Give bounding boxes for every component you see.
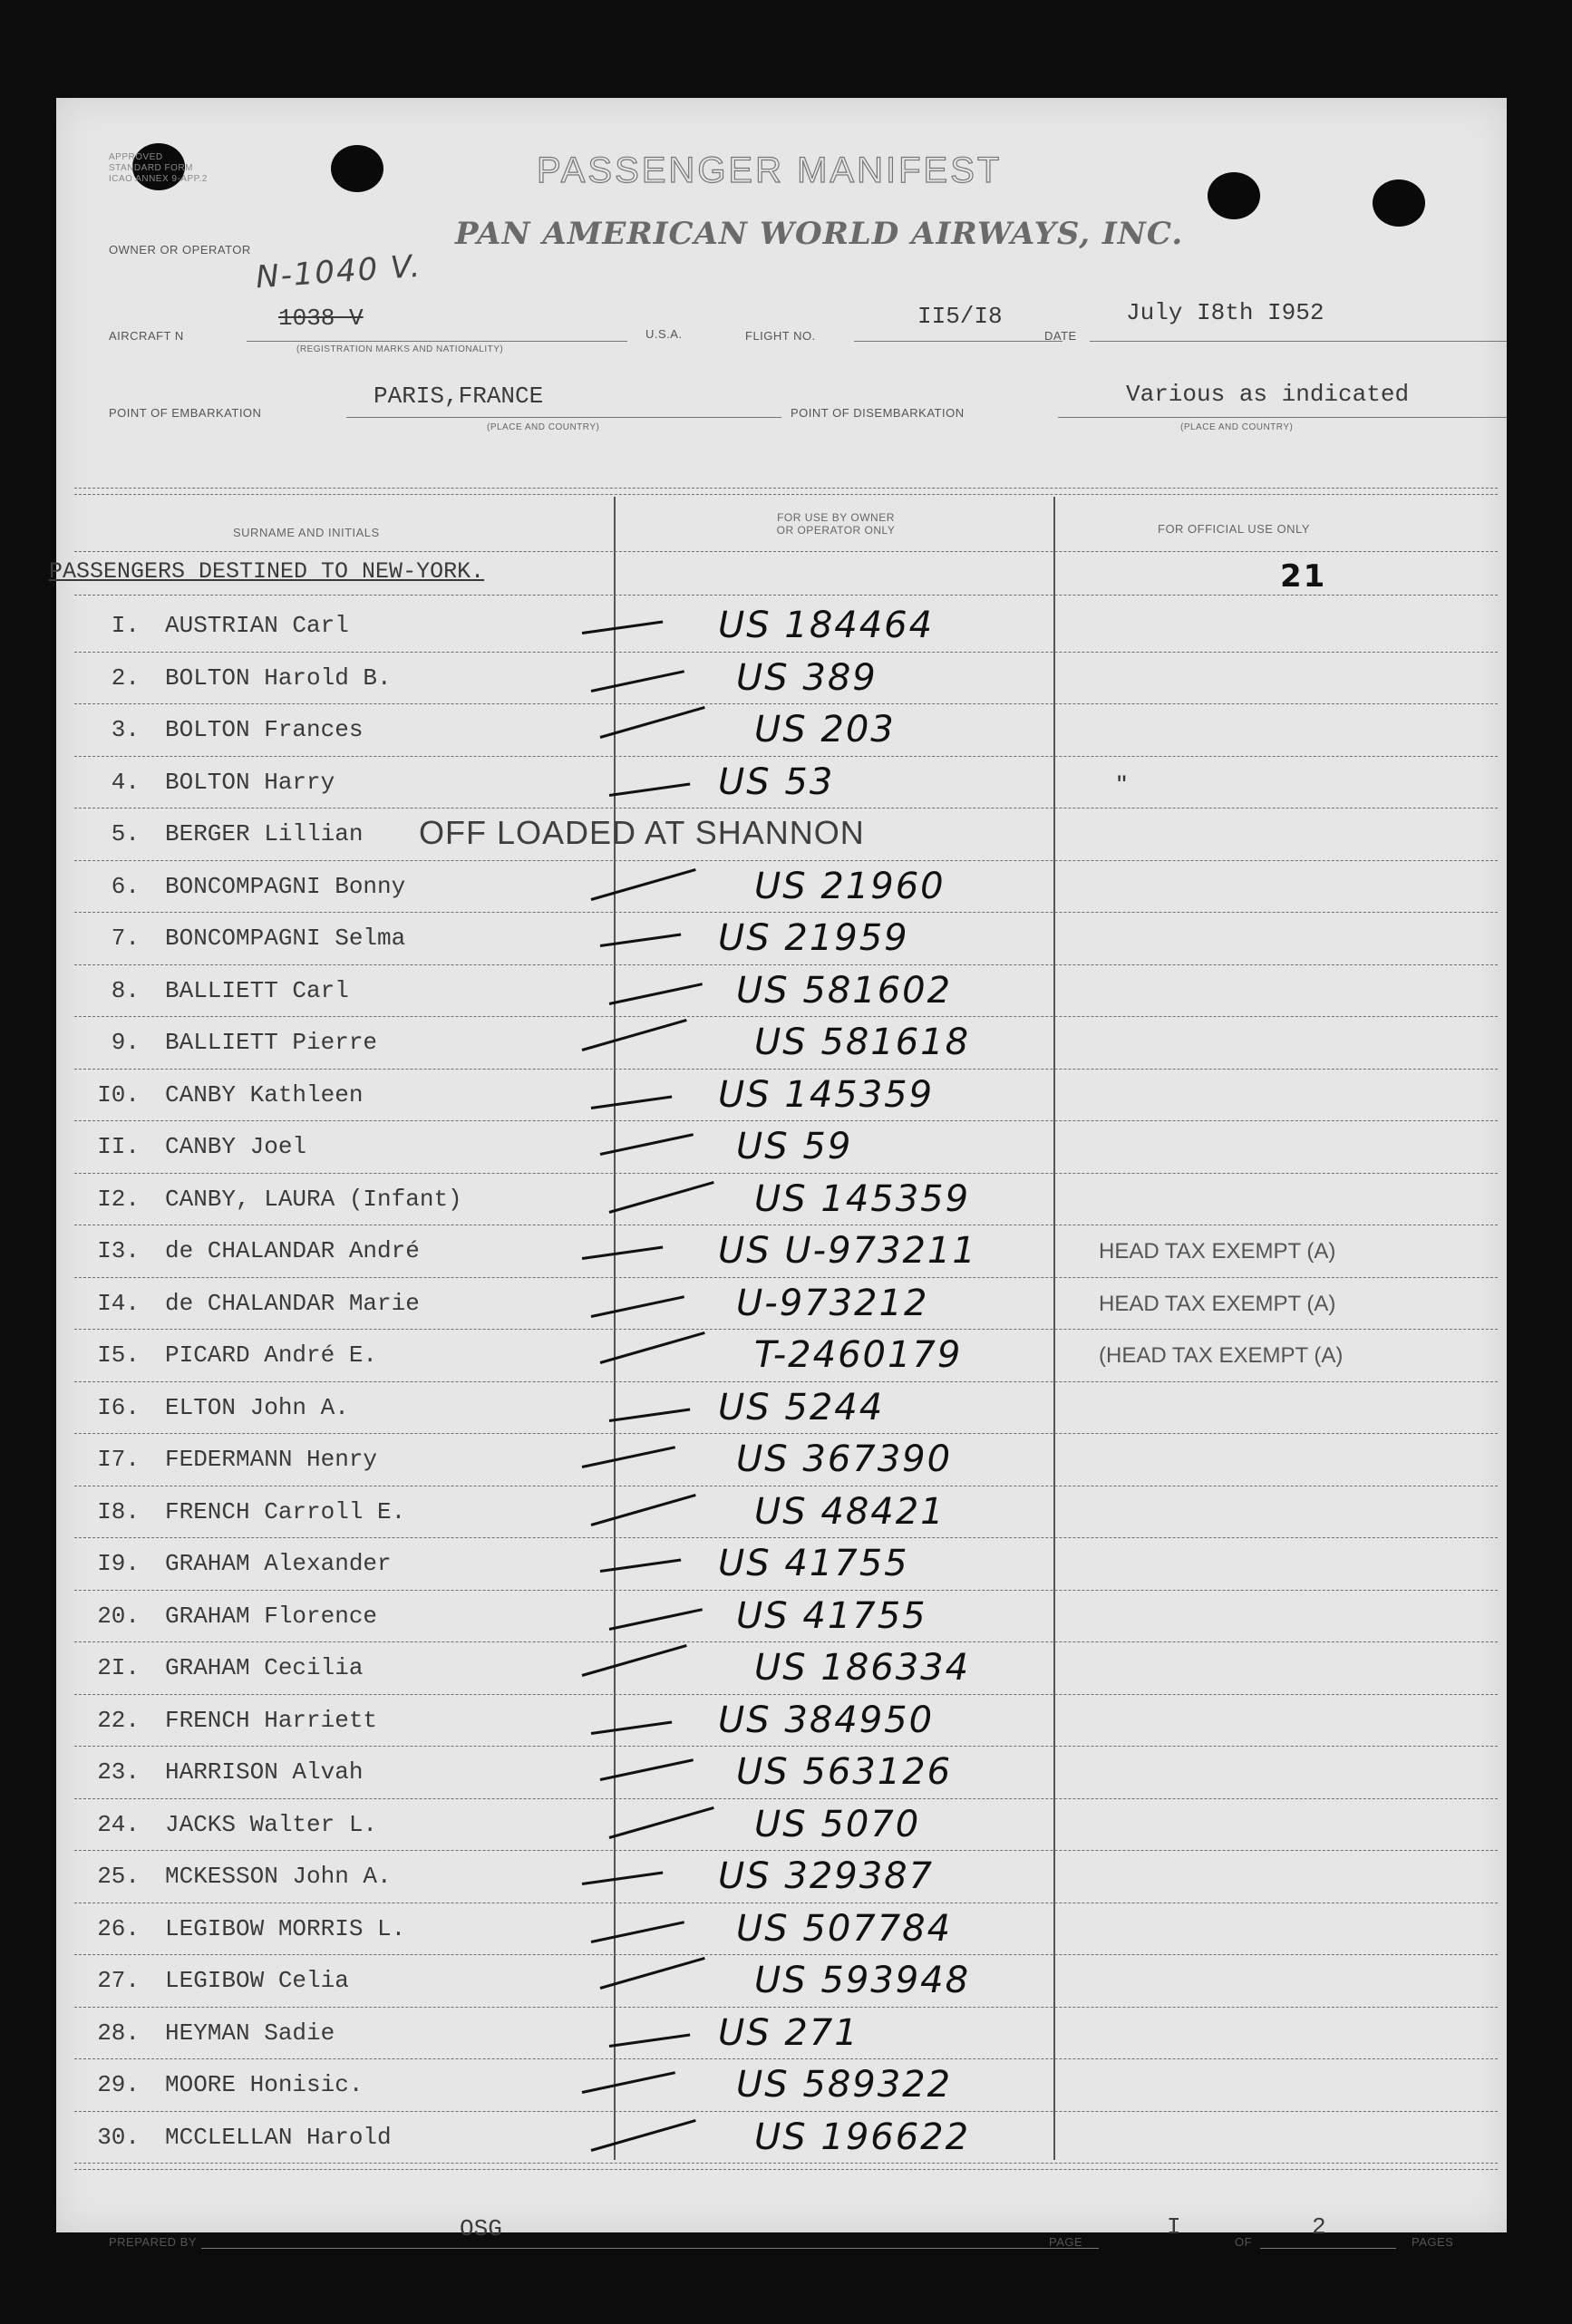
- passenger-name: BERGER Lillian: [165, 820, 364, 847]
- passport-number: US 581602: [736, 969, 953, 1012]
- check-stroke: [591, 1720, 673, 1734]
- passport-number: US 48421: [754, 1490, 946, 1533]
- prepared-line: [201, 2248, 1099, 2249]
- row-rule: [74, 756, 1498, 757]
- embark-label: POINT OF EMBARKATION: [109, 406, 262, 420]
- row-rule: [74, 1433, 1498, 1434]
- passenger-row: [56, 1904, 1507, 1957]
- passenger-number: 5.: [111, 820, 140, 847]
- passenger-number: 26.: [97, 1914, 140, 1942]
- passenger-row: [56, 1331, 1507, 1383]
- check-stroke: [609, 1180, 714, 1213]
- passport-number: US 53: [718, 760, 835, 803]
- passenger-name: BOLTON Frances: [165, 716, 364, 743]
- passenger-name: de CHALANDAR André: [165, 1237, 420, 1264]
- passenger-name: ELTON John A.: [165, 1393, 349, 1421]
- check-stroke: [609, 1806, 714, 1838]
- column-header-owner: FOR USE BY OWNER OR OPERATOR ONLY: [776, 511, 896, 537]
- passenger-name: AUSTRIAN Carl: [165, 612, 349, 639]
- passenger-name: CANBY Kathleen: [165, 1080, 364, 1109]
- passport-number: US 593948: [754, 1960, 971, 2001]
- passenger-row: [56, 1487, 1507, 1540]
- check-stroke: [609, 1608, 703, 1631]
- passenger-row: [56, 1175, 1507, 1227]
- passenger-number: 20.: [97, 1602, 140, 1630]
- row-rule: [74, 2111, 1498, 2112]
- passenger-row: [56, 1643, 1507, 1696]
- passenger-row: [56, 2060, 1507, 2113]
- passenger-number: 30.: [97, 2123, 140, 2151]
- passenger-number: 6.: [111, 872, 140, 900]
- page-value: I: [1167, 2213, 1181, 2241]
- passenger-number: 28.: [97, 2019, 140, 2047]
- row-rule: [74, 703, 1498, 704]
- passenger-name: MCCLELLAN Harold: [165, 2123, 392, 2151]
- passenger-name: BALLIETT Pierre: [165, 1029, 378, 1056]
- page-label: PAGE: [1049, 2235, 1083, 2249]
- aircraft-handwritten: N-1040 V.: [254, 247, 423, 296]
- row-rule: [74, 1537, 1498, 1538]
- passenger-row: [56, 1122, 1507, 1175]
- passenger-number: I7.: [97, 1446, 140, 1473]
- passport-number: U-973212: [736, 1282, 929, 1324]
- passenger-row: [56, 705, 1507, 758]
- row-rule: [74, 1694, 1498, 1695]
- passenger-number: I3.: [97, 1237, 140, 1264]
- passport-number: US U-973211: [718, 1230, 977, 1272]
- passport-number: US 563126: [736, 1751, 953, 1793]
- passport-number: US 5070: [754, 1803, 921, 1845]
- passport-number: US 186334: [754, 1647, 971, 1689]
- passenger-row: [56, 2113, 1507, 2165]
- passport-number: US 41755: [736, 1594, 927, 1637]
- check-stroke: [591, 1921, 684, 1943]
- passenger-number: I4.: [97, 1289, 140, 1317]
- passport-number: US 329387: [718, 1855, 935, 1897]
- row-rule: [74, 808, 1498, 809]
- passenger-row: [56, 1696, 1507, 1748]
- passport-number: US 203: [754, 709, 896, 750]
- row-rule: [74, 1173, 1498, 1174]
- passport-number: US 384950: [718, 1699, 935, 1741]
- check-stroke: [609, 1408, 691, 1421]
- passenger-name: CANBY, LAURA (Infant): [165, 1185, 462, 1213]
- check-stroke: [600, 933, 682, 946]
- disembark-caption: (PLACE AND COUNTRY): [1180, 422, 1294, 432]
- passenger-number: I6.: [97, 1393, 140, 1421]
- passenger-number: 2.: [111, 663, 140, 692]
- check-stroke: [591, 1095, 673, 1109]
- passport-number: US 367390: [736, 1438, 953, 1480]
- row-rule: [74, 912, 1498, 913]
- prepared-value: OSG: [460, 2215, 502, 2242]
- check-stroke: [582, 1871, 664, 1884]
- column-header-official: FOR OFFICIAL USE ONLY: [1158, 522, 1310, 536]
- embark-line: [346, 417, 781, 418]
- passport-number: US 41755: [718, 1543, 909, 1584]
- check-stroke: [600, 1558, 682, 1572]
- embark-value: PARIS,FRANCE: [374, 382, 544, 410]
- passenger-row: [56, 1070, 1507, 1123]
- check-stroke: [582, 1245, 664, 1259]
- punch-hole-right-1: [1208, 172, 1260, 219]
- passenger-row: [56, 862, 1507, 915]
- row-rule: [74, 964, 1498, 965]
- row-rule: [74, 1329, 1498, 1330]
- section-rule: [74, 595, 1498, 596]
- passenger-name: GRAHAM Alexander: [165, 1550, 392, 1577]
- check-stroke: [582, 1644, 687, 1677]
- passenger-number: I8.: [97, 1497, 140, 1525]
- aircraft-typed: 1038 V: [278, 305, 364, 332]
- passenger-row: [56, 1748, 1507, 1800]
- row-rule: [74, 2058, 1498, 2059]
- passenger-row: [56, 1383, 1507, 1436]
- passenger-row: [56, 1592, 1507, 1644]
- pages-label: PAGES: [1412, 2235, 1454, 2249]
- check-stroke: [600, 1758, 694, 1781]
- passport-number: US 145359: [754, 1177, 971, 1220]
- check-stroke: [609, 983, 703, 1005]
- passenger-number: I9.: [97, 1550, 140, 1577]
- embark-caption: (PLACE AND COUNTRY): [487, 422, 600, 432]
- row-rule: [74, 1641, 1498, 1642]
- row-rule: [74, 2163, 1498, 2164]
- passenger-row: [56, 1539, 1507, 1592]
- check-stroke: [582, 2071, 675, 2094]
- disembark-value: Various as indicated: [1126, 381, 1410, 408]
- of-label: OF: [1235, 2235, 1253, 2249]
- check-stroke: [591, 2118, 696, 2151]
- passenger-name: GRAHAM Florence: [165, 1602, 378, 1630]
- registration-caption: (REGISTRATION MARKS AND NATIONALITY): [296, 344, 504, 354]
- passenger-name: BOLTON Harry: [165, 768, 335, 796]
- passenger-number: I5.: [97, 1341, 140, 1369]
- row-rule: [74, 652, 1498, 653]
- passport-number: US 196622: [754, 2116, 971, 2158]
- passport-number: US 21960: [754, 865, 946, 907]
- passenger-name: PICARD André E.: [165, 1341, 378, 1369]
- passenger-name: FRENCH Carroll E.: [165, 1497, 406, 1525]
- row-rule: [74, 1277, 1498, 1278]
- passenger-row: [56, 1279, 1507, 1331]
- check-stroke: [582, 620, 664, 634]
- passport-number: US 5244: [718, 1386, 885, 1428]
- official-note: (HEAD TAX EXEMPT (A): [1099, 1343, 1344, 1368]
- passenger-name: MOORE Honisic.: [165, 2071, 364, 2098]
- aircraft-line: [247, 341, 627, 342]
- passenger-number: 24.: [97, 1810, 140, 1838]
- check-stroke: [600, 1331, 705, 1364]
- aircraft-label: AIRCRAFT N: [109, 329, 184, 343]
- passenger-number: 25.: [97, 1863, 140, 1890]
- table-top-rule-2: [74, 494, 1498, 495]
- passenger-row: [56, 1956, 1507, 2009]
- owner-label: OWNER OR OPERATOR: [109, 243, 251, 257]
- disembark-label: POINT OF DISEMBARKATION: [791, 406, 965, 420]
- passenger-name: BONCOMPAGNI Selma: [165, 925, 406, 952]
- row-rule: [74, 1120, 1498, 1121]
- row-rule: [74, 1850, 1498, 1851]
- check-stroke: [591, 1493, 696, 1525]
- row-rule: [74, 2007, 1498, 2008]
- official-note: ": [1117, 770, 1127, 800]
- punch-hole-left-2: [331, 145, 383, 192]
- passenger-name: LEGIBOW MORRIS L.: [165, 1914, 406, 1942]
- passenger-number: I0.: [97, 1080, 140, 1109]
- passport-number: US 507784: [736, 1907, 953, 1950]
- passenger-number: 8.: [111, 976, 140, 1004]
- passenger-row: [56, 601, 1507, 654]
- passport-number: US 271: [718, 2011, 859, 2054]
- flight-date: July I8th I952: [1126, 299, 1325, 326]
- passenger-row: [56, 1435, 1507, 1487]
- flight-label: FLIGHT NO.: [745, 329, 816, 343]
- passenger-name: BOLTON Harold B.: [165, 663, 392, 692]
- passenger-row: [56, 758, 1507, 810]
- passport-number: US 145359: [718, 1073, 935, 1116]
- of-value: 2: [1312, 2213, 1326, 2241]
- passenger-number: I2.: [97, 1185, 140, 1213]
- row-rule: [74, 1069, 1498, 1070]
- passenger-number: 2I.: [97, 1654, 140, 1681]
- passenger-name: HEYMAN Sadie: [165, 2019, 335, 2047]
- passenger-name: BALLIETT Carl: [165, 976, 349, 1004]
- official-note: HEAD TAX EXEMPT (A): [1099, 1291, 1336, 1316]
- passenger-number: I.: [111, 612, 140, 639]
- passenger-name: de CHALANDAR Marie: [165, 1289, 420, 1317]
- passenger-row: [56, 1852, 1507, 1904]
- passenger-name: FEDERMANN Henry: [165, 1446, 378, 1473]
- passenger-name: MCKESSON John A.: [165, 1863, 392, 1890]
- passport-number: US 59: [736, 1126, 853, 1167]
- passport-number: US 184464: [718, 605, 935, 646]
- check-stroke: [591, 867, 696, 900]
- passenger-row: [56, 2009, 1507, 2061]
- row-rule: [74, 1590, 1498, 1591]
- passenger-name: JACKS Walter L.: [165, 1810, 378, 1838]
- row-rule: [74, 1954, 1498, 1955]
- passenger-row: [56, 654, 1507, 706]
- row-rule: [74, 1746, 1498, 1747]
- row-rule: [74, 1798, 1498, 1799]
- check-stroke: [591, 670, 684, 692]
- passport-number: US 589322: [736, 2064, 953, 2106]
- check-stroke: [582, 1446, 675, 1468]
- prepared-label: PREPARED BY: [109, 2235, 198, 2249]
- flight-number: II5/I8: [917, 303, 1003, 330]
- passenger-number: 4.: [111, 768, 140, 796]
- header-bottom-rule: [74, 551, 1498, 552]
- date-label: DATE: [1044, 329, 1077, 343]
- official-count: 21: [1280, 558, 1327, 595]
- row-rule: [74, 1381, 1498, 1382]
- date-line: [1090, 341, 1507, 342]
- passport-number: T-2460179: [754, 1334, 963, 1376]
- flight-line: [854, 341, 1063, 342]
- passenger-name: GRAHAM Cecilia: [165, 1654, 364, 1681]
- passenger-number: 23.: [97, 1758, 140, 1786]
- offload-stamp: OFF LOADED AT SHANNON: [419, 814, 865, 851]
- check-stroke: [600, 1957, 705, 1990]
- passenger-name: LEGIBOW Celia: [165, 1967, 349, 1994]
- passenger-number: 27.: [97, 1967, 140, 1994]
- usa-label: U.S.A.: [645, 327, 683, 341]
- check-stroke: [600, 1133, 694, 1156]
- passenger-row: [56, 966, 1507, 1019]
- passenger-name: BONCOMPAGNI Bonny: [165, 872, 406, 900]
- passenger-number: 7.: [111, 925, 140, 952]
- footer-rule: [74, 2169, 1498, 2170]
- form-title: PASSENGER MANIFEST: [537, 150, 1003, 190]
- airline-name: PAN AMERICAN WORLD AIRWAYS, INC.: [455, 216, 1184, 252]
- passenger-name: CANBY Joel: [165, 1133, 307, 1160]
- passenger-number: 22.: [97, 1706, 140, 1734]
- check-stroke: [600, 706, 705, 739]
- passenger-name: FRENCH Harriett: [165, 1706, 378, 1734]
- passenger-row: [56, 914, 1507, 966]
- passport-number: US 581618: [754, 1022, 971, 1063]
- passenger-row: [56, 1226, 1507, 1279]
- check-stroke: [609, 782, 691, 796]
- approval-stamp: APPROVED STANDARD FORM ICAO ANNEX 9-APP.2: [109, 152, 208, 184]
- passenger-number: 9.: [111, 1029, 140, 1056]
- passport-number: US 389: [736, 656, 878, 699]
- passenger-row: [56, 1800, 1507, 1853]
- check-stroke: [591, 1295, 684, 1318]
- passenger-number: 29.: [97, 2071, 140, 2098]
- table-top-rule-1: [74, 488, 1498, 489]
- official-note: HEAD TAX EXEMPT (A): [1099, 1239, 1336, 1264]
- section-heading: PASSENGERS DESTINED TO NEW-YORK.: [49, 558, 485, 585]
- check-stroke: [582, 1019, 687, 1051]
- check-stroke: [609, 2033, 691, 2047]
- passenger-number: II.: [97, 1133, 140, 1160]
- of-line: [1260, 2248, 1396, 2249]
- passport-number: US 21959: [718, 917, 909, 959]
- passenger-name: HARRISON Alvah: [165, 1758, 364, 1786]
- row-rule: [74, 1016, 1498, 1017]
- passenger-row: [56, 1018, 1507, 1070]
- row-rule: [74, 860, 1498, 861]
- passenger-number: 3.: [111, 716, 140, 743]
- punch-hole-right-2: [1373, 179, 1425, 227]
- manifest-sheet: [49, 98, 1507, 2249]
- column-header-surname: SURNAME AND INITIALS: [233, 526, 380, 539]
- disembark-line: [1058, 417, 1507, 418]
